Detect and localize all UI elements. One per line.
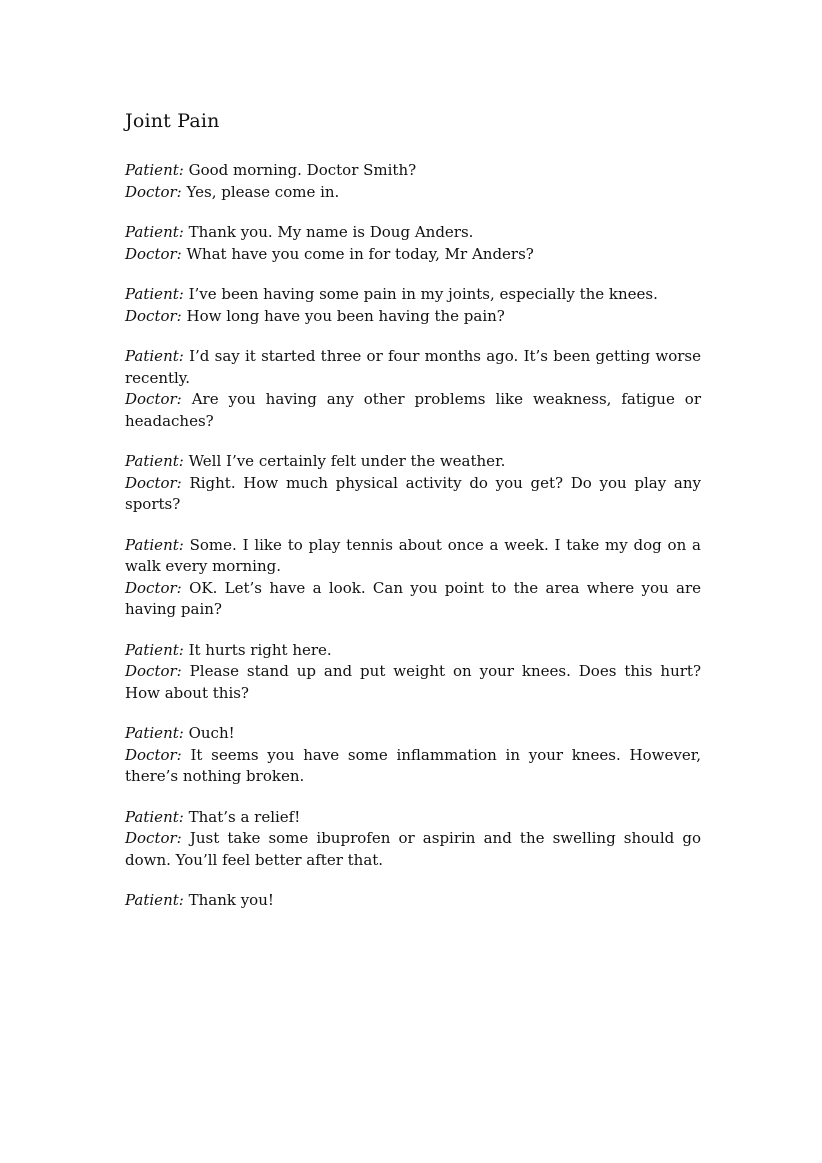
line-text: Thank you. My name is Doug Anders. <box>183 223 474 241</box>
line-text: Are you having any other problems like weakness, fatigue or headaches? <box>125 390 701 430</box>
line-text: Some. I like to play tennis about once a week. I take my dog on a walk every morning. <box>125 535 701 575</box>
line-text: Please stand up and put weight on your knees. Does this hurt? How about this? <box>125 662 701 702</box>
dialogue-line <box>125 807 701 829</box>
dialogue-line <box>125 578 701 621</box>
speaker-label: Patient: <box>125 223 184 241</box>
dialogue-exchange <box>125 535 701 621</box>
speaker-label: Patient: <box>125 347 184 365</box>
dialogue-line <box>125 389 701 432</box>
line-text: Ouch! <box>183 724 235 742</box>
dialogue-line <box>125 640 701 662</box>
dialogue-line <box>125 306 701 328</box>
speaker-label: Patient: <box>125 724 184 742</box>
line-text: Yes, please come in. <box>181 182 340 201</box>
dialogue-exchange <box>125 346 701 432</box>
speaker-label: Doctor: <box>125 662 182 680</box>
dialogue-exchange <box>125 890 701 912</box>
dialogue-exchange <box>125 451 701 516</box>
speaker-label: Doctor: <box>125 390 182 408</box>
dialogue-exchange <box>125 640 701 705</box>
dialogue-line <box>125 473 701 516</box>
dialogue-line <box>125 828 701 871</box>
dialogue-line <box>125 346 701 389</box>
line-text: Well I’ve certainly felt under the weather. <box>183 452 506 470</box>
speaker-label: Patient: <box>125 891 184 909</box>
speaker-label: Patient: <box>125 161 184 179</box>
dialogue-exchange <box>125 723 701 788</box>
line-text: That’s a relief! <box>183 807 301 826</box>
line-text: It hurts right here. <box>183 640 332 659</box>
document-title: Joint Pain <box>125 110 220 132</box>
speaker-label: Patient: <box>125 535 184 554</box>
speaker-label: Doctor: <box>125 829 182 847</box>
dialogue-line <box>125 745 701 788</box>
dialogue-exchange <box>125 284 701 327</box>
speaker-label: Patient: <box>125 285 184 303</box>
dialogue-line <box>125 284 701 306</box>
line-text: Just take some ibuprofen or aspirin and the swelling should go down. You’ll feel better after that. <box>125 829 701 869</box>
dialogue-line <box>125 661 701 704</box>
line-text: OK. Let’s have a look. Can you point to the area where you are having pain? <box>125 578 701 618</box>
line-text: I’d say it started three or four months ago. It’s been getting worse recently. <box>125 347 701 387</box>
speaker-label: Doctor: <box>125 306 182 325</box>
dialogue-line <box>125 222 701 244</box>
speaker-label: Patient: <box>125 452 184 470</box>
line-text: Right. How much physical activity do you get? Do you play any sports? <box>125 473 701 513</box>
speaker-label: Doctor: <box>125 578 182 597</box>
dialogue-line <box>125 535 701 578</box>
dialogue-line <box>125 890 701 912</box>
dialogue-line <box>125 451 701 473</box>
line-text: Good morning. Doctor Smith? <box>183 161 417 179</box>
dialogue-exchange <box>125 807 701 872</box>
line-text: Thank you! <box>183 891 274 909</box>
dialogue-line <box>125 160 701 182</box>
dialogue-line <box>125 244 701 266</box>
speaker-label: Patient: <box>125 807 184 826</box>
dialogue-line <box>125 723 701 745</box>
dialogue-exchange <box>125 160 701 203</box>
line-text: I’ve been having some pain in my joints, especially the knees. <box>183 285 658 303</box>
speaker-label: Patient: <box>125 640 184 659</box>
line-text: How long have you been having the pain? <box>181 306 505 325</box>
speaker-label: Doctor: <box>125 182 182 201</box>
speaker-label: Doctor: <box>125 745 182 764</box>
line-text: What have you come in for today, Mr Anders? <box>181 244 534 263</box>
dialogue-line <box>125 182 701 204</box>
speaker-label: Doctor: <box>125 473 182 492</box>
line-text: It seems you have some inflammation in your knees. However, there’s nothing broken. <box>125 745 701 785</box>
dialogue <box>125 160 701 912</box>
dialogue-exchange <box>125 222 701 265</box>
speaker-label: Doctor: <box>125 244 182 263</box>
document-page <box>125 110 701 931</box>
